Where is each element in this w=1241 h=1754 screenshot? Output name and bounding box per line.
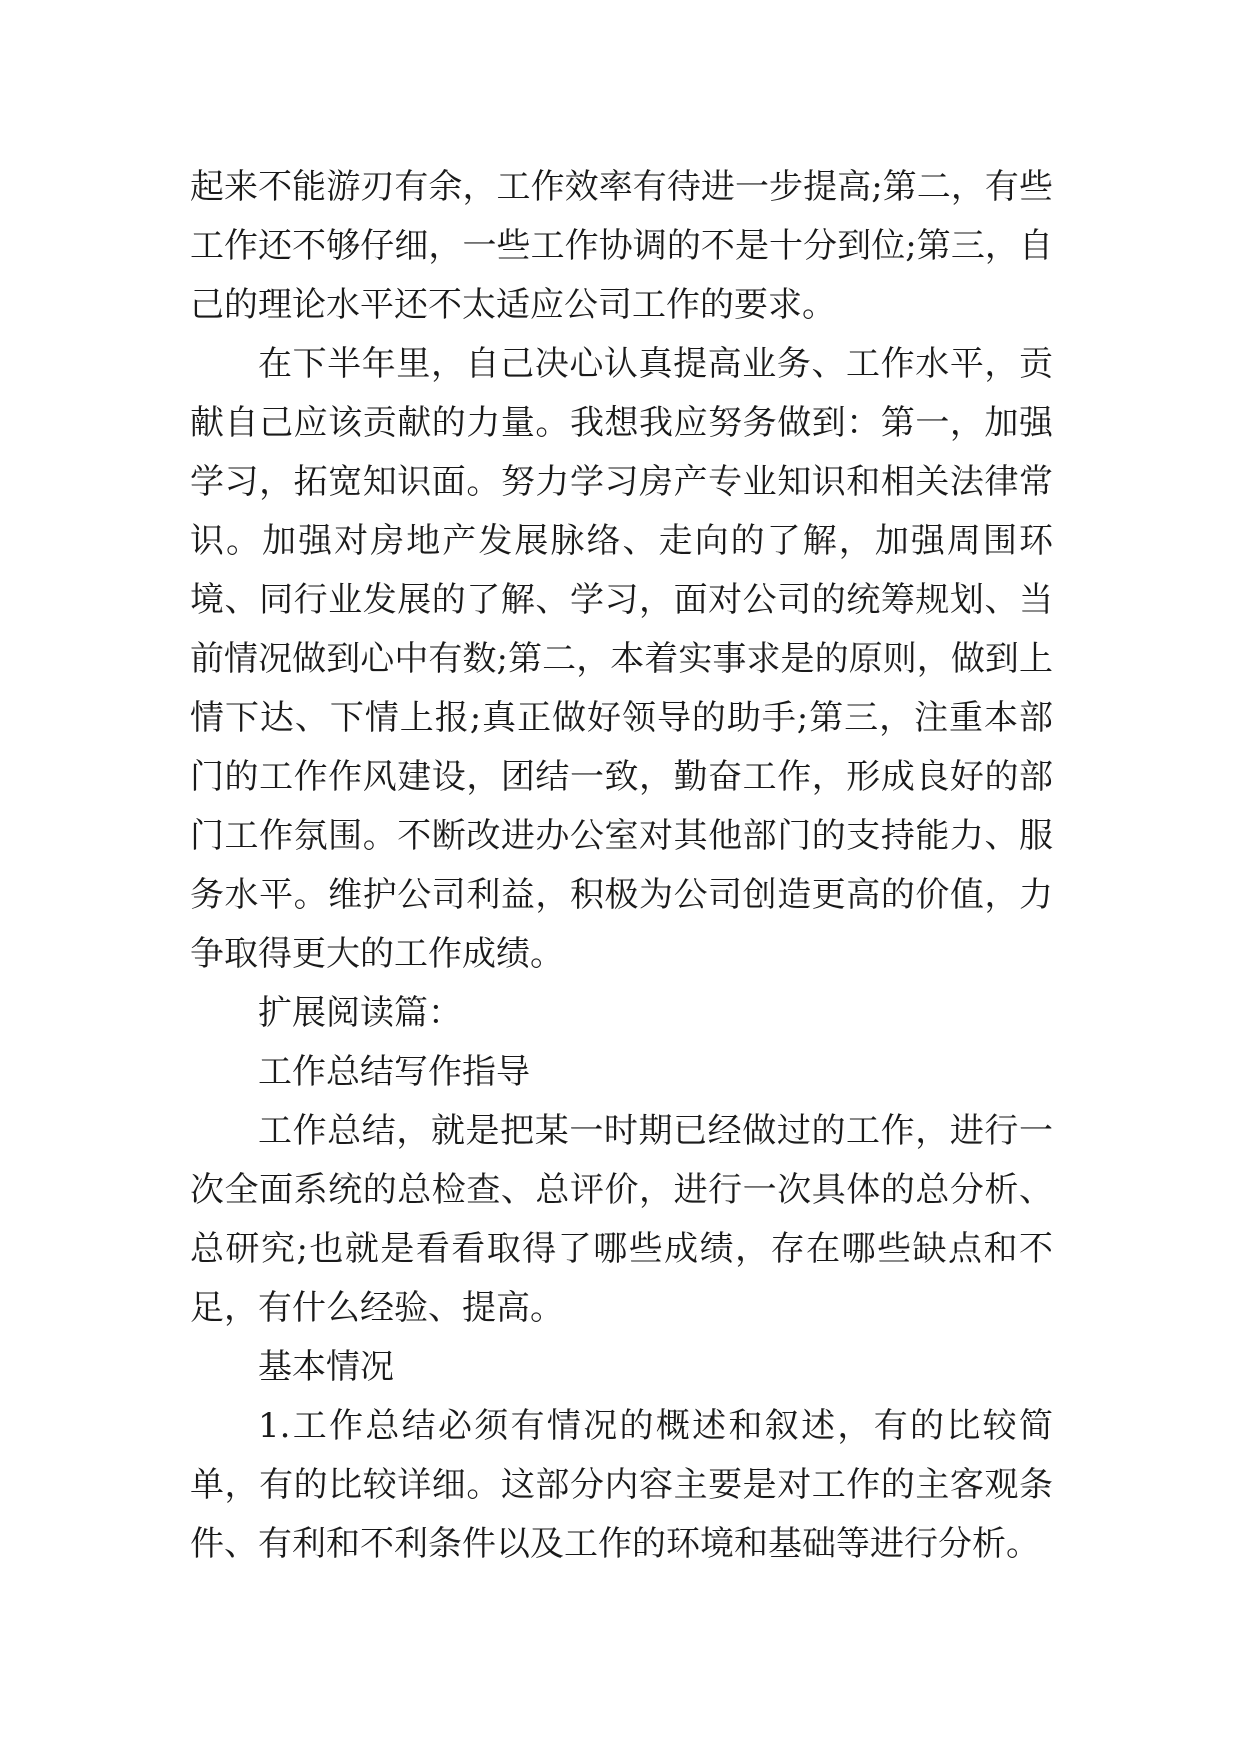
heading-extended-reading: 扩展阅读篇： — [258, 993, 462, 1033]
paragraph-summary-definition: 工作总结，就是把某一时期已经做过的工作，进行一次全面系统的总检查、总评价，进行一次具体的总分析、总研究;也就是看看取得了哪些成绩，存在哪些缺点和不足，有什么经验、提高。 — [190, 1111, 1053, 1328]
document-body — [190, 158, 1053, 1574]
paragraph-continuation: 起来不能游刃有余，工作效率有待进一步提高;第二，有些工作还不够仔细，一些工作协调的不是十分到位;第三，自己的理论水平还不太适应公司工作的要求。 — [190, 167, 1053, 325]
heading-writing-guide: 工作总结写作指导 — [258, 1052, 530, 1092]
paragraph-basic-situation-1: 1.工作总结必须有情况的概述和叙述，有的比较简单，有的比较详细。这部分内容主要是对工作的主客观条件、有利和不利条件以及工作的环境和基础等进行分析。 — [190, 1406, 1053, 1564]
heading-basic-situation: 基本情况 — [258, 1347, 394, 1387]
paragraph-second-half-plan: 在下半年里，自己决心认真提高业务、工作水平，贡献自己应该贡献的力量。我想我应努务做到：第一，加强学习，拓宽知识面。努力学习房产专业知识和相关法律常识。加强对房地产发展脉络、走向的了解，加强周围环境、同行业发展的了解、学习，面对公司的统筹规划、当前情况做到心中有数;第二，本着实事求是的原则，做到上情下达、下情上报;真正做好领导的助手;第三，注重本部门的工作作风建设，团结一致，勤奋工作，形成良好的部门工作氛围。不断改进办公室对其他部门的支持能力、服务水平。维护公司利益，积极为公司创造更高的价值，力争取得更大的工作成绩。 — [190, 344, 1053, 974]
